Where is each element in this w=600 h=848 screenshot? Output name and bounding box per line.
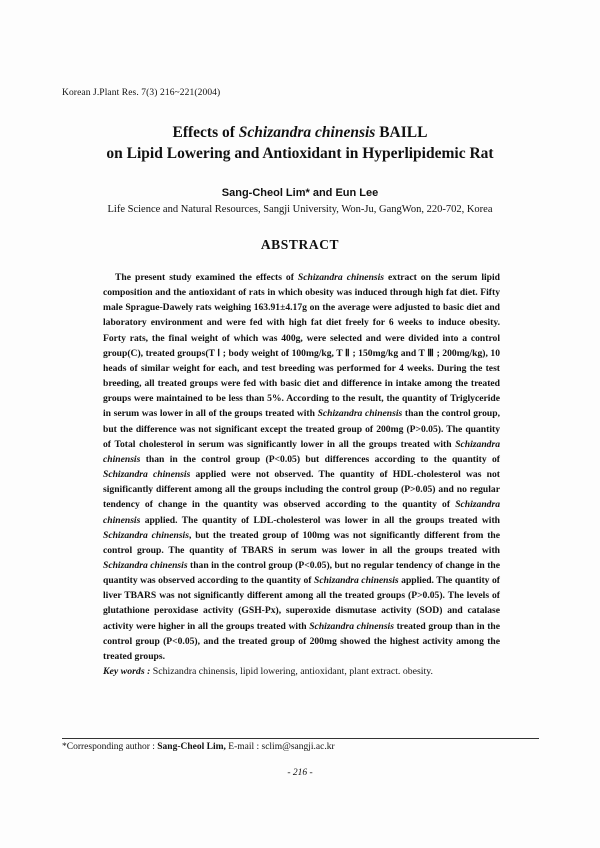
- keywords: [103, 666, 500, 677]
- affiliation: Life Science and Natural Resources, Sangji University, Won-Ju, GangWon, 220-702, Korea: [107, 204, 493, 215]
- abstract-text: than in the control group (P<0.05), but no regular tendency of change in the quantity was observed according to the quantity of: [103, 559, 500, 587]
- abstract-text: than the control group, but the difference was not significant except the treated group of 200mg (P>0.05). The quantity of Total cholesterol in serum was significantly lower in all the groups treated with: [103, 408, 500, 450]
- author-list: Sang-Cheol Lim* and Eun Lee: [221, 187, 379, 199]
- species-name: Schizandra chinensis: [314, 575, 399, 587]
- abstract-text: applied were not observed. The quantity of HDL-cholesterol was not significantly different among all the groups including the control group (P>0.05) and no regular tendency of change in the quantity was observed according to the quantity of: [103, 469, 500, 511]
- footnote-prefix: *Corresponding author :: [62, 742, 158, 752]
- abstract-text: , but the treated group of 100mg was not significantly different from the control group. The quantity of TBARS in serum was lower in all the groups treated with: [103, 529, 500, 556]
- corresponding-author-name: Sang-Cheol Lim,: [157, 742, 226, 752]
- abstract-paragraph: [103, 270, 500, 664]
- abstract-text: The present study examined the effects of: [115, 272, 298, 283]
- species-name: Schizandra chinensis: [103, 499, 500, 526]
- footnote-divider: [62, 738, 539, 739]
- species-name: Schizandra chinensis: [103, 529, 189, 541]
- abstract-heading: ABSTRACT: [260, 237, 340, 252]
- title-line-1: [0, 122, 600, 143]
- species-name: Schizandra chinensis: [103, 469, 191, 481]
- abstract-text: extract on the serum lipid composition and the antioxidant of rats in which obesity was induced through high fat diet. Fifty male Sprague-Dawely rats weighing 163.91±4.17g on the average were adjusted to basic diet and laboratory environment and were fed with high fat diet freely for 6 weeks to induce obesity. Forty rats, the final weight of which was 400g, were selected and were divided into a control group(C), treated groups(T Ⅰ ; body weight of 100mg/kg, T Ⅱ ; 150mg/kg and T Ⅲ ; 200mg/kg), 10 heads of similar weight for each, and test breeding was performed for 4 weeks. During the test breeding, all treated groups were fed with basic diet and difference in intake among the treated groups were maintained to be less than 5%. According to the result, the quantity of Triglyceride in serum was lower in all of the groups treated with: [103, 272, 500, 420]
- species-name: Schizandra chinensis: [317, 408, 403, 420]
- footnote-email: E-mail : sclim@sangji.ac.kr: [225, 742, 335, 752]
- page-number: - 216 -: [287, 768, 313, 778]
- abstract-text: applied. The quantity of LDL-cholesterol was lower in all the groups treated with: [140, 514, 500, 526]
- title-species: Schizandra chinensis: [238, 124, 376, 141]
- species-name: Schizandra chinensis: [103, 559, 188, 571]
- keywords-label: Key words :: [103, 666, 151, 677]
- species-name: Schizandra chinensis: [297, 272, 385, 283]
- abstract-text: applied. The quantity of liver TBARS was not significantly different among all the treated groups (P>0.05). The levels of glutathione peroxidase activity (GSH-Px), superoxide dismutase activity (SOD) and catalase activity were higher in all the groups treated with: [103, 575, 500, 632]
- abstract-text: treated group than in the control group (P<0.05), and the treated group of 200mg showed the highest activity among the treated groups.: [103, 620, 500, 662]
- title-prefix: Effects of: [172, 124, 239, 141]
- title-suffix: BAILL: [375, 124, 428, 141]
- title-line-2: on Lipid Lowering and Antioxidant in Hyperlipidemic Rat: [106, 145, 494, 162]
- journal-reference: Korean J.Plant Res. 7(3) 216~221(2004): [62, 88, 221, 98]
- corresponding-author-footnote: [62, 742, 335, 752]
- species-name: Schizandra chinensis: [309, 620, 394, 632]
- abstract-text: than in the control group (P<0.05) but differences according to the quantity of: [140, 453, 500, 465]
- paper-title: [0, 122, 600, 164]
- keywords-text: Schizandra chinensis, lipid lowering, antioxidant, plant extract. obesity.: [150, 666, 433, 677]
- abstract-body: [103, 270, 500, 664]
- species-name: Schizandra chinensis: [103, 438, 500, 465]
